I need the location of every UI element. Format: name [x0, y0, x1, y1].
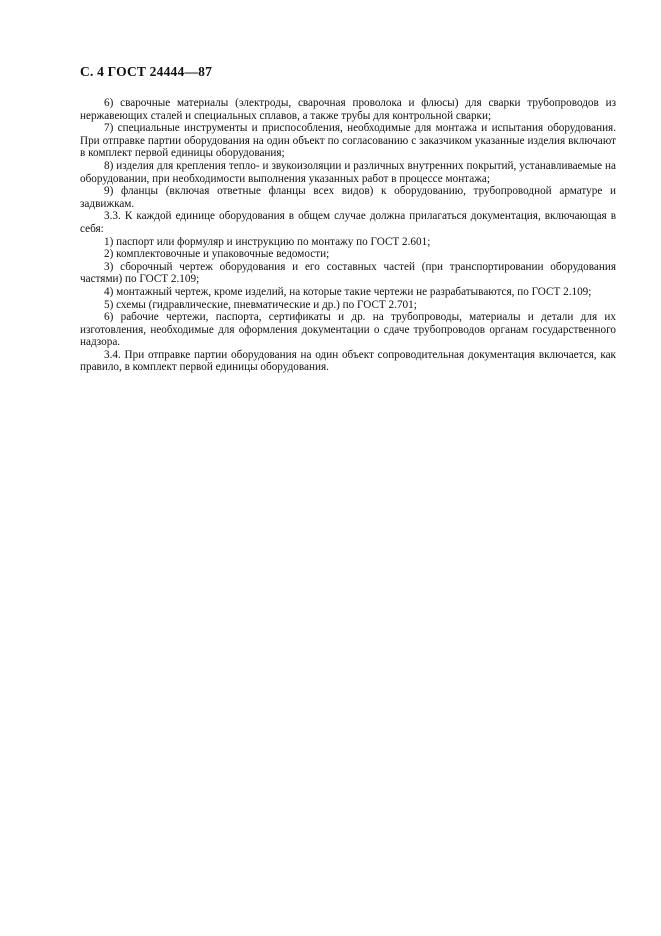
doc-item-working-drawings: 6) рабочие чертежи, паспорта, сертификаты и др. на трубопроводы, материалы и детали для их изготовления, необходимые для оформления документации о сдаче трубопроводов органам государственного надзора. — [80, 311, 616, 349]
doc-item-installation-drawing: 4) монтажный чертеж, кроме изделий, на которые такие чертежи не разрабатываются, по ГОСТ 2.109; — [104, 285, 592, 298]
document-body — [80, 97, 616, 374]
list-item-flanges: 9) фланцы (включая ответные фланцы всех видов) к оборудованию, трубопроводной арматуре и задвижкам. — [80, 185, 616, 210]
clause-3-4: 3.4. При отправке партии оборудования на один объект сопроводительная документация включается, как правило, в комплект первой единицы оборудования. — [80, 348, 616, 374]
doc-item-assembly-drawing: 3) сборочный чертеж оборудования и его составных частей (при транспортировании оборудования частями) по ГОСТ 2.109; — [80, 260, 616, 286]
document-page — [80, 64, 616, 374]
page-header: С. 4 ГОСТ 24444—87 — [80, 64, 213, 79]
list-item-welding-materials: 6) сварочные материалы (электроды, сварочная проволока и флюсы) для сварки трубопроводов из нержавеющих сталей и специальных сплавов, а также трубы для контрольной сварки; — [80, 97, 616, 122]
doc-item-schemes: 5) схемы (гидравлические, пневматические и др.) по ГОСТ 2.701; — [104, 298, 417, 311]
list-item-special-tools: 7) специальные инструменты и приспособления, необходимые для монтажа и испытания оборудования. При отправке партии оборудования на один объект по согласованию с заказчиком указанные изделия включают в комплект первой единицы оборудования; — [80, 122, 616, 160]
doc-item-statements: 2) комплектовочные и упаковочные ведомости; — [104, 248, 330, 261]
list-item-insulation-fasteners: 8) изделия для крепления тепло- и звукоизоляции и различных внутренних покрытий, устанавливаемые на оборудовании, при необходимости выполнения указанных работ в процессе монтажа; — [80, 159, 616, 185]
doc-item-passport: 1) паспорт или формуляр и инструкцию по монтажу по ГОСТ 2.601; — [104, 235, 431, 248]
clause-3-3: 3.3. К каждой единице оборудования в общем случае должна прилагаться документация, включающая в себя: — [80, 210, 616, 235]
